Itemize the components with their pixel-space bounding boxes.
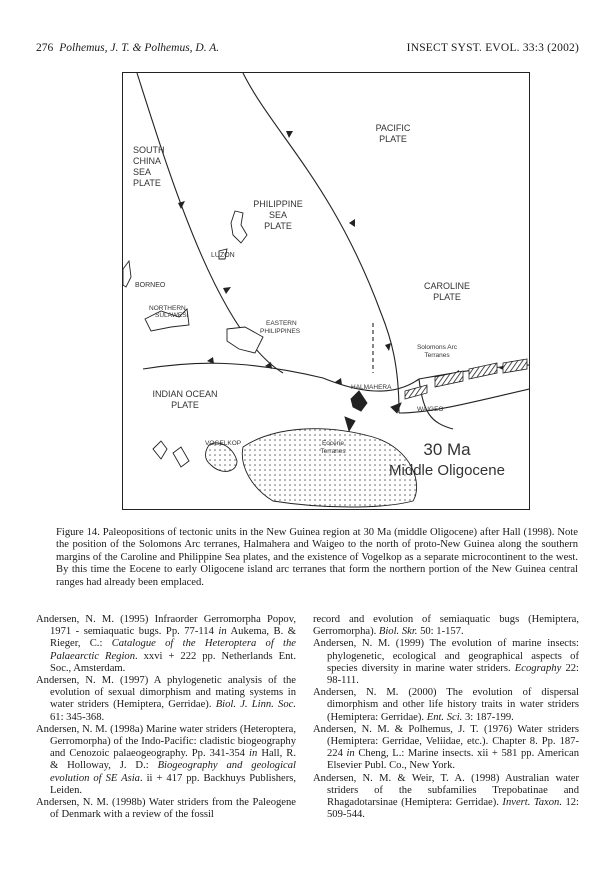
label-caroline-1: CAROLINE — [423, 281, 471, 291]
label-age: 30 Ma — [423, 440, 471, 459]
label-epoch: Middle Oligocene — [389, 462, 505, 479]
reference-item: Andersen, N. M. (1995) Infraorder Gerromorpha Popov, 1971 - semiaquatic bugs. Pp. 77-114 in Aukema, B. & Rieger, C.: Catalogue of the Heteroptera of the Palaearctic Region. xxvi + 222 pp. Netherlands Ent. Soc., Amsterdam. — [36, 614, 296, 674]
label-solomons-2: Terranes — [424, 352, 450, 359]
label-pacific-1: PACIFIC — [375, 123, 411, 133]
reference-item: Andersen, N. M. (1997) A phylogenetic analysis of the evolution of sexual dimorphism and mating systems in water striders (Hemiptera, Gerridae). Biol. J. Linn. Soc. 61: 345-368. — [36, 675, 297, 723]
label-e-phil-2: PHILIPPINES — [260, 328, 301, 335]
solomons-arc-terranes — [405, 359, 527, 399]
header-left — [36, 42, 219, 54]
reference-item: Andersen, N. M. & Weir, T. A. (1998) Australian water striders of the subfamilies Trepobatinae and Rhagadotarsinae (Hemiptera: Gerridae). Invert. Taxon. 12: 509-544. — [313, 772, 580, 821]
label-eocene-2: Terranes — [320, 448, 346, 455]
label-halmahera: HALMAHERA — [351, 384, 392, 391]
reference-item: Andersen, N. M. (1998a) Marine water striders (Heteroptera, Gerromorpha) of the Indo-Pacific: cladistic biogeography and Cenozoic palaeogeography. Pp. 341-354 in Hall, R. & Holloway, J. D.: Biogeography and geological evolution of SE Asia. ii + 417 pp. Backhuys Publishers, Leiden. — [36, 723, 296, 796]
vogelkop-islet-2 — [173, 447, 189, 467]
figure-caption: Figure 14. Paleopositions of tectonic units in the New Guinea region at 30 Ma (middle Oligocene) after Hall (1998). Note the position of the Solomons Arc terranes, Halmahera and Waigeo to the north of proto-New Guinea along the southern margins of the Caroline and Philippine Sea plates, and the existence of Vogelkop as a separate microcontinent to the west. By this time the Eocene to early Oligocene island arc terranes that form the northern portion of the New Guinea central ranges had already been emplaced. — [56, 526, 578, 588]
label-phil-1: PHILIPPINE — [253, 199, 303, 209]
label-luzon: LUZON — [211, 252, 235, 259]
reference-continuation: record and evolution of semiaquatic bugs (Hemiptera, Gerromorpha). Biol. Skr. 50: 1-157. — [313, 614, 579, 638]
label-vogelkop: VOGELKOP — [205, 440, 242, 447]
vogelkop-islet — [153, 441, 167, 459]
luzon-landmass — [231, 211, 247, 243]
references-left-column — [36, 614, 296, 821]
label-phil-2: SEA — [268, 210, 288, 220]
halmahera-islet — [345, 417, 355, 431]
label-scs-2: CHINA — [133, 156, 162, 166]
reference-item: Andersen, N. M. (1998b) Water striders from the Paleogene of Denmark with a review of the fossil — [36, 797, 296, 821]
halmahera-island — [351, 391, 367, 411]
header-journal: INSECT SYST. EVOL. 33:3 (2002) — [406, 42, 579, 54]
reference-item: Andersen, N. M. & Polhemus, J. T. (1976) Water striders (Hemiptera: Gerridae, Veliidae, etc.). Chapter 8. Pp. 187-224 in Cheng, L.: Marine insects. xii + 581 pp. American Elsevier Publ. Co., New York. — [313, 723, 579, 772]
label-scs-3: SEA — [133, 167, 152, 177]
label-e-phil-1: EASTERN — [266, 320, 297, 327]
label-n-sulawesi-2: SULAWESI — [155, 312, 189, 319]
label-scs-1: SOUTH — [133, 145, 165, 155]
paleogeographic-map-figure — [122, 72, 530, 510]
label-pacific-2: PLATE — [379, 134, 407, 144]
map-svg — [123, 73, 529, 509]
reference-item: Andersen, N. M. (2000) The evolution of dispersal dimorphism and other life history traits in water striders (Hemiptera: Gerridae). Ent. Sci. 3: 187-199. — [313, 687, 579, 723]
eastern-philippines-landmass — [227, 327, 263, 353]
label-n-sulawesi-1: NORTHERN — [149, 305, 186, 312]
map-labels — [133, 123, 505, 479]
borneo-landmass — [123, 261, 131, 287]
label-eocene-1: Eocene — [321, 440, 345, 447]
label-caroline-2: PLATE — [433, 292, 461, 302]
label-indian-1: INDIAN OCEAN — [152, 389, 218, 399]
page-number: 276 — [36, 42, 54, 54]
running-header — [36, 42, 579, 58]
label-scs-4: PLATE — [133, 178, 161, 188]
reference-item: Andersen, N. M. (1999) The evolution of marine insects: phylogenetic, ecological and geographical aspects of species diversity in marine water striders. Ecography 22: 98-111. — [313, 638, 580, 687]
label-phil-3: PLATE — [264, 221, 292, 231]
label-waigeo: WAIGEO — [417, 406, 444, 413]
header-authors: Polhemus, J. T. & Polhemus, D. A. — [59, 42, 220, 54]
label-indian-2: PLATE — [171, 400, 199, 410]
references-right-column — [313, 614, 579, 821]
label-borneo: BORNEO — [135, 282, 166, 289]
label-solomons-1: Solomons Arc — [416, 344, 458, 351]
vogelkop-microcontinent — [206, 443, 238, 471]
